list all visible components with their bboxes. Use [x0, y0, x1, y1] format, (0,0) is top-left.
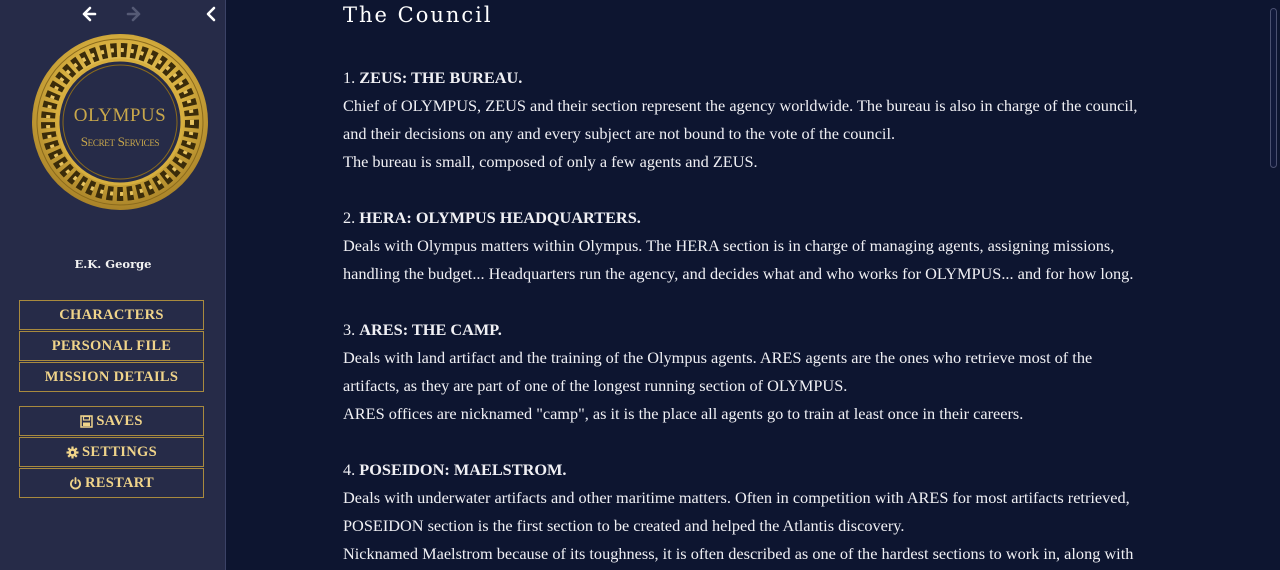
paragraph-line: artifacts, as they are part of one of the longest running section of OLYMPUS.	[343, 376, 848, 395]
power-icon	[69, 477, 82, 490]
characters-label: CHARACTERS	[59, 306, 164, 323]
paragraph-line: Deals with Olympus matters within Olympus. The HERA section is in charge of managing agents, assigning missions,	[343, 236, 1115, 255]
section-title: HERA: OLYMPUS HEADQUARTERS.	[359, 208, 641, 227]
section-title: POSEIDON: MAELSTROM.	[359, 460, 567, 479]
paragraph-line: handling the budget... Headquarters run the agency, and decides what and who works for OLYMPUS... and for how long.	[343, 264, 1134, 283]
chevron-left-icon	[201, 4, 221, 24]
collapse-sidebar-button[interactable]	[199, 2, 223, 26]
section-hera	[343, 204, 1223, 288]
back-button[interactable]	[77, 2, 101, 26]
paragraph-line: ARES offices are nicknamed "camp", as it is the place all agents go to train at least once in their careers.	[343, 404, 1024, 423]
gear-icon	[66, 446, 79, 459]
section-number: 4.	[343, 460, 356, 479]
characters-button[interactable]	[19, 300, 204, 330]
settings-button[interactable]	[19, 437, 204, 467]
page-title: The Council	[343, 3, 493, 27]
restart-label: RESTART	[84, 474, 154, 491]
paragraph-line: and their decisions on any and every subject are not bound to the vote of the council.	[343, 124, 896, 143]
restart-button[interactable]	[19, 468, 204, 498]
system-menu	[19, 406, 204, 499]
section-heading	[343, 456, 1223, 484]
paragraph-line: The bureau is small, composed of only a few agents and ZEUS.	[343, 152, 758, 171]
scrollbar[interactable]	[1267, 0, 1280, 570]
story-menu	[19, 300, 204, 393]
arrow-left-icon	[79, 4, 99, 24]
saves-label: SAVES	[96, 412, 143, 429]
paragraph-line: Deals with land artifact and the training of the Olympus agents. ARES agents are the ones who retrieve most of the	[343, 348, 1093, 367]
logo-subtitle: Secret Services	[80, 134, 160, 149]
save-icon	[80, 415, 93, 428]
saves-button[interactable]	[19, 406, 204, 436]
section-number: 2.	[343, 208, 356, 227]
olympus-logo	[31, 33, 209, 211]
section-title: ZEUS: THE BUREAU.	[359, 68, 523, 87]
personal-file-button[interactable]	[19, 331, 204, 361]
section-ares	[343, 316, 1223, 428]
section-number: 3.	[343, 320, 356, 339]
section-poseidon	[343, 456, 1223, 568]
greek-key-ring	[31, 33, 209, 211]
settings-label: SETTINGS	[82, 443, 157, 460]
scrollbar-thumb[interactable]	[1270, 8, 1277, 168]
paragraph-line: POSEIDON section is the first section to be created and helped the Atlantis discovery.	[343, 516, 905, 535]
paragraph-line: Chief of OLYMPUS, ZEUS and their section represent the agency worldwide. The bureau is also in charge of the council,	[343, 96, 1138, 115]
paragraph-line: Nicknamed Maelstrom because of its toughness, it is often described as one of the hardest sections to work in, along with	[343, 544, 1134, 563]
passage-area	[227, 0, 1267, 570]
author-name: E.K. George	[74, 257, 152, 271]
paragraph-line: Deals with underwater artifacts and other maritime matters. Often in competition with ARES for most artifacts retrieved,	[343, 488, 1130, 507]
history-controls	[0, 2, 226, 26]
section-heading	[343, 316, 1223, 344]
section-title: ARES: THE CAMP.	[359, 320, 502, 339]
sidebar	[0, 0, 226, 570]
section-number: 1.	[343, 68, 356, 87]
logo-title: OLYMPUS	[73, 105, 167, 126]
arrow-right-icon	[124, 4, 144, 24]
forward-button[interactable]	[122, 2, 146, 26]
mission-details-label: MISSION DETAILS	[44, 368, 179, 385]
mission-details-button[interactable]	[19, 362, 204, 392]
section-heading	[343, 204, 1223, 232]
section-zeus	[343, 64, 1223, 176]
section-heading	[343, 64, 1223, 92]
personal-file-label: PERSONAL FILE	[51, 337, 172, 354]
